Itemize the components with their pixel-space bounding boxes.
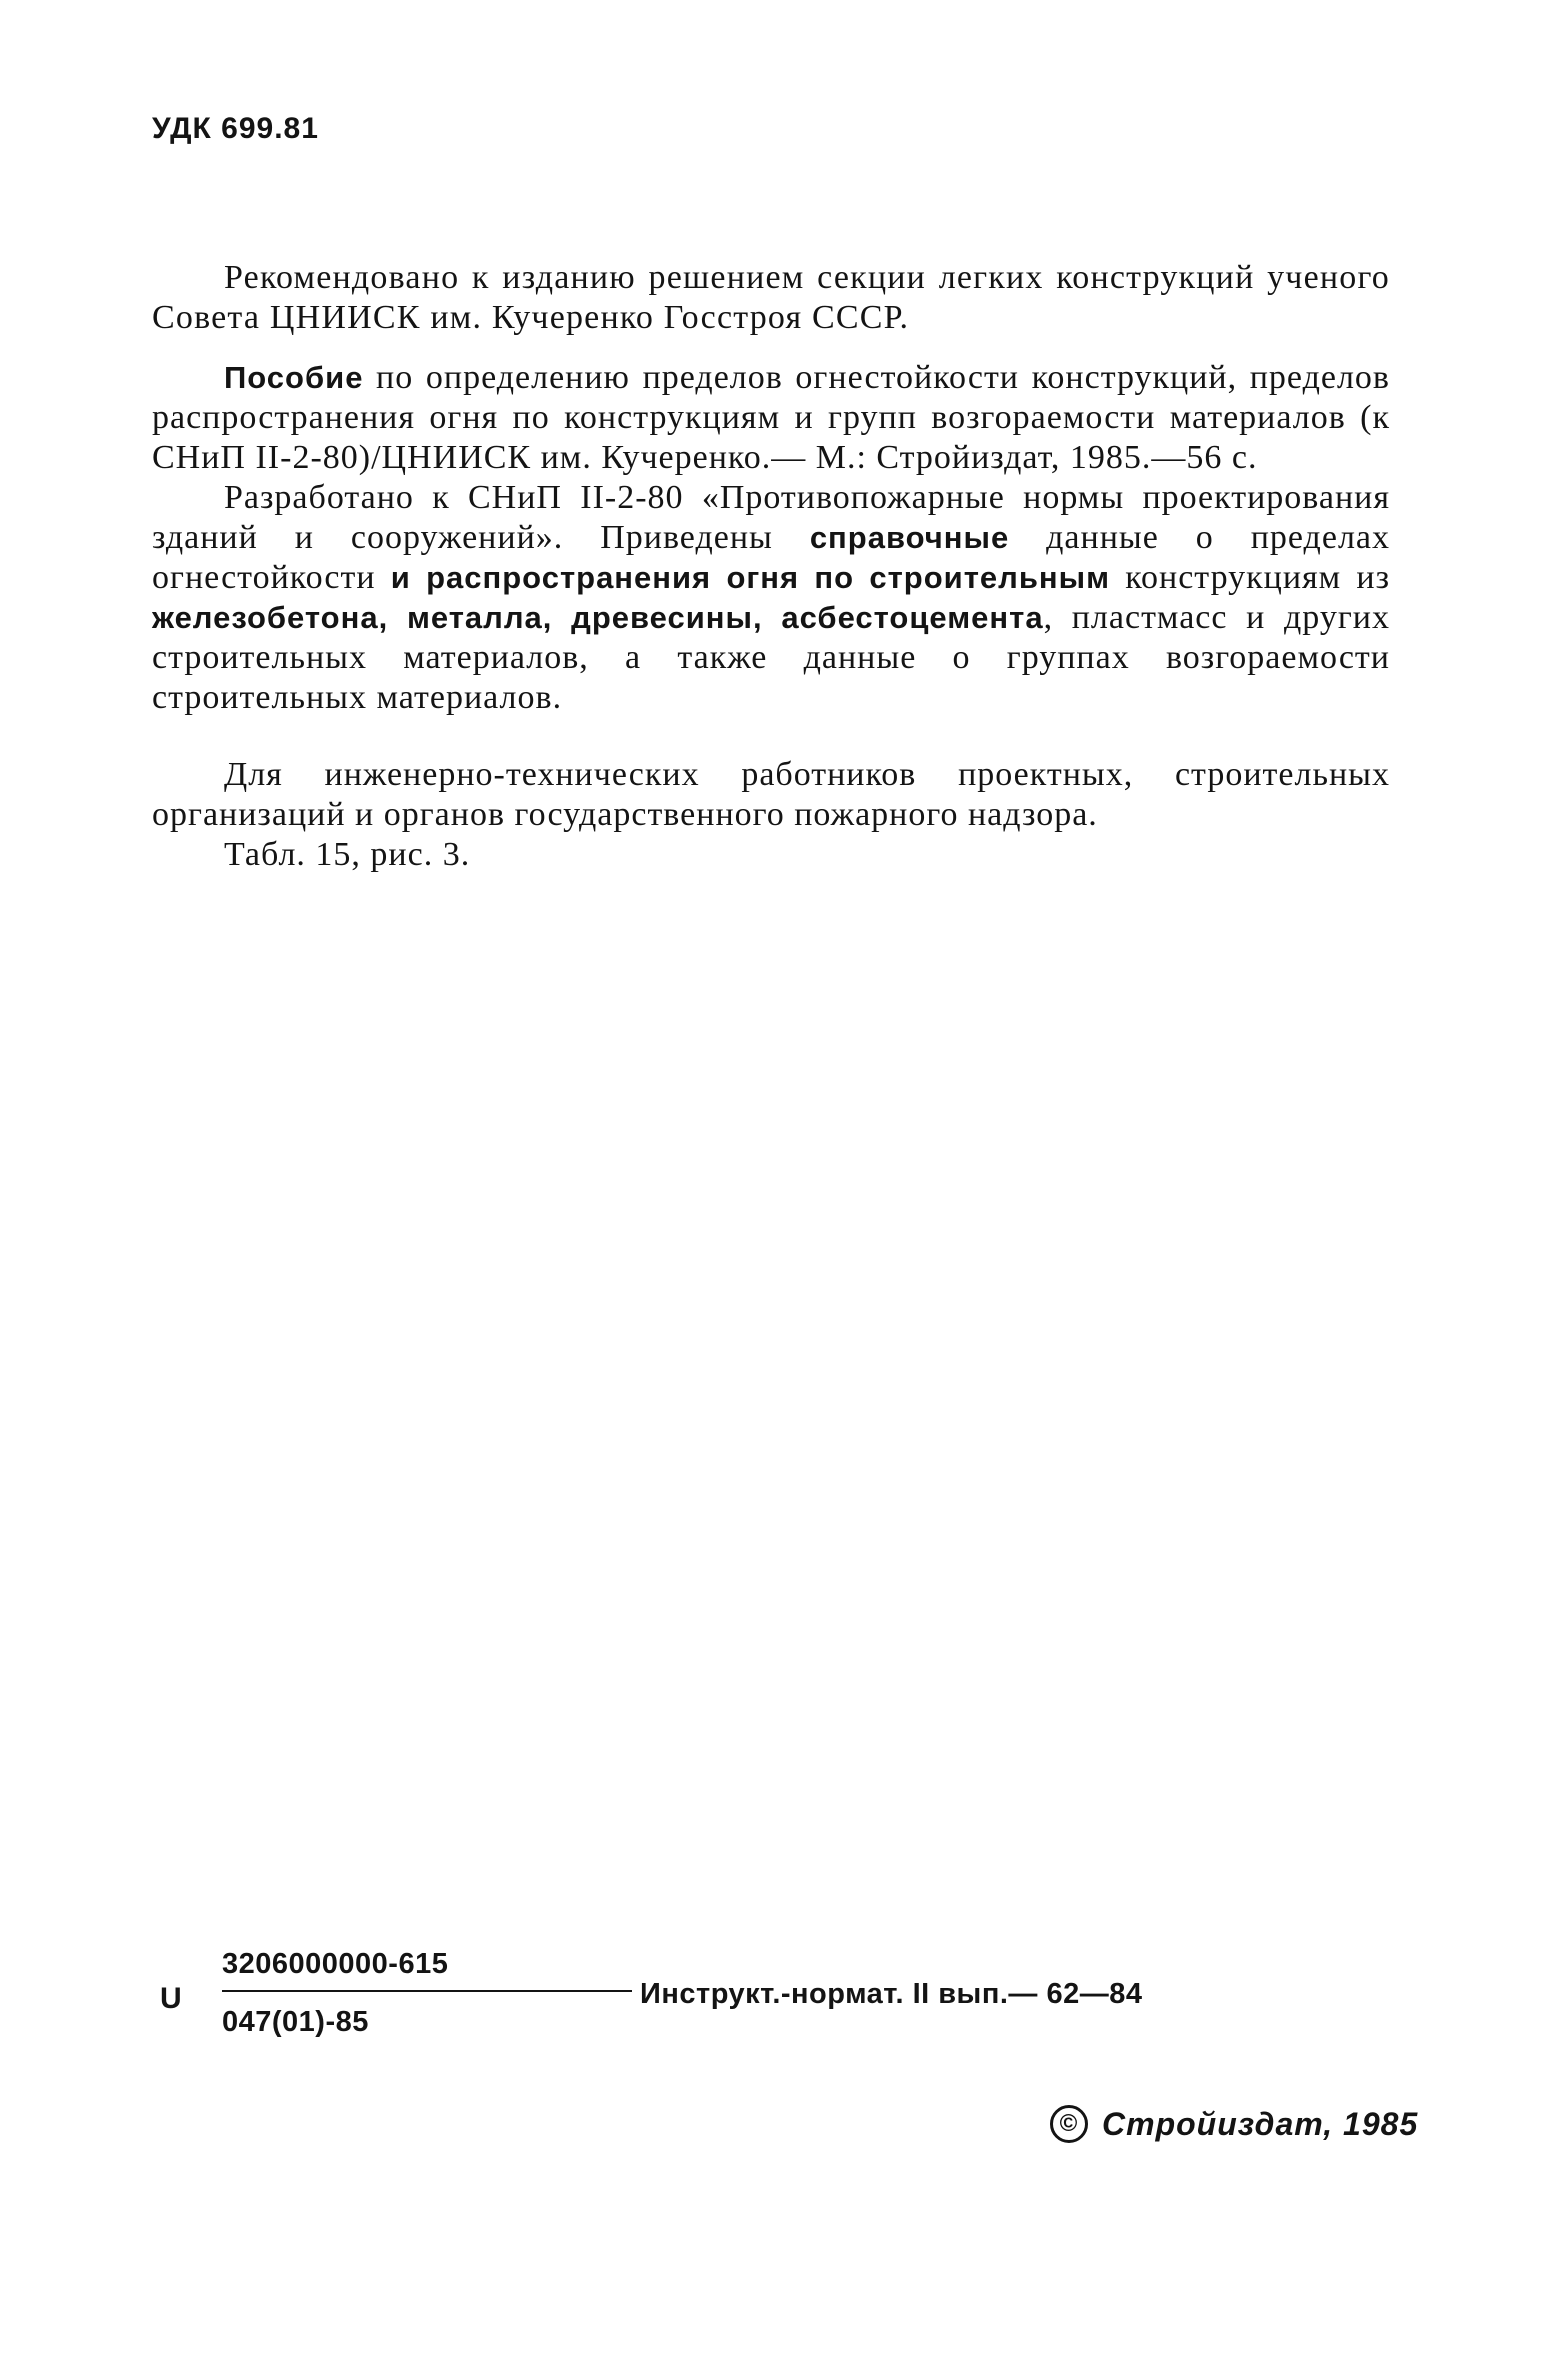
bibliographic-text: по определению пределов огнестойкости конструкций, пределов распространения огня по конструкциям и групп возгораемости материалов (к СНиП II-2-80)/ЦНИИСК им. Кучеренко.— М.: Стройиздат, 1985.—56 с. [152, 359, 1390, 476]
tables-figures-count: Табл. 15, рис. 3. [224, 836, 471, 873]
abstract-title: Пособие [224, 360, 364, 395]
description-text-1: Разработано к СНиП II-2-80 «Противопожарные нормы проектирования зданий и сооружений». Приведены [152, 479, 1390, 556]
audience-section [152, 755, 1390, 875]
catalog-numerator: 3206000000-615 [222, 1948, 449, 1980]
copyright-line [1050, 2105, 1418, 2143]
description-bold-3: железобетона, металла, древесины, асбестоцемента [152, 600, 1044, 635]
recommendation-text: Рекомендовано к изданию решением секции легких конструкций ученого Совета ЦНИИСК им. Кучеренко Госстроя СССР. [152, 259, 1390, 336]
audience-text: Для инженерно-технических работников проектных, строительных организаций и органов государственного пожарного надзора. [152, 756, 1390, 833]
catalog-denominator: 047(01)-85 [222, 2006, 369, 2038]
catalog-code [160, 1948, 1160, 2068]
abstract-description [152, 478, 1390, 718]
description-text-2: данные о пределах огнестойкости [152, 519, 1391, 596]
recommendation-note [152, 258, 1390, 338]
copyright-text: Стройиздат, 1985 [1102, 2105, 1419, 2142]
bibliographic-entry [152, 358, 1390, 478]
catalog-letter: U [160, 1982, 182, 2015]
copyright-icon: © [1050, 2105, 1088, 2143]
description-text-3: конструкциям из [1110, 559, 1390, 596]
fraction-line [222, 1990, 632, 1992]
udk-code: УДК 699.81 [152, 112, 319, 145]
description-bold-2: и распространения огня по строительным [390, 560, 1111, 595]
description-text-4: , пластмасс и других строительных материалов, а также данные о группах возгораемости строительных материалов. [152, 599, 1390, 716]
abstract-section [152, 358, 1390, 718]
description-bold-1: справочные [809, 520, 1010, 555]
instruction-note: Инструкт.-нормат. II вып.— 62—84 [640, 1978, 1143, 2010]
